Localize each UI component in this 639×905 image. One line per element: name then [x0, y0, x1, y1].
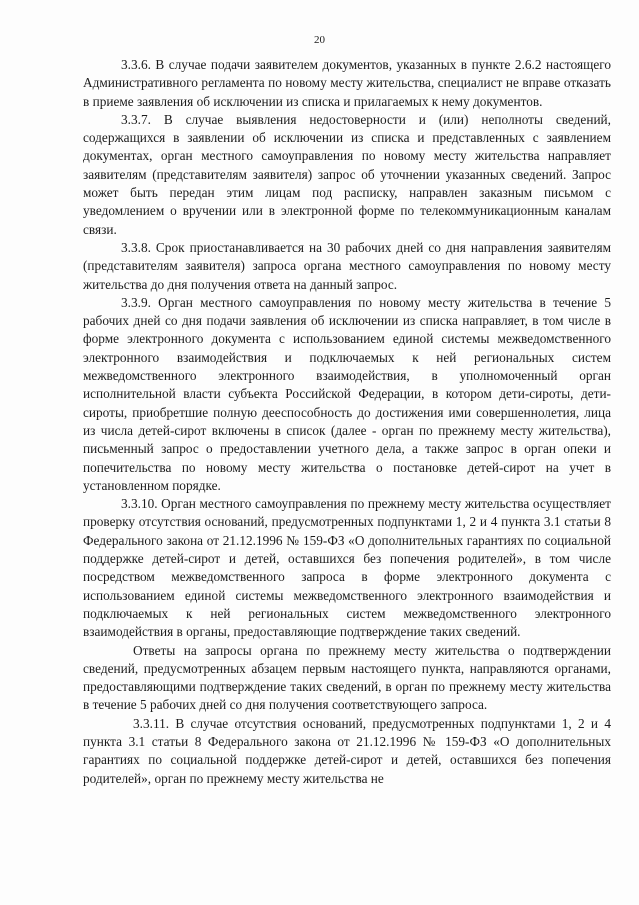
paragraph-3-3-10-responses: Ответы на запросы органа по прежнему месту жительства о подтверждении сведений, предусмотренных абзацем первым настоящего пункта, направляются органами, предоставляющими подтверждение таких сведений, в орган по прежнему месту жительства в течение 5 рабочих дней со дня получения соответствующего запроса. [83, 642, 611, 713]
paragraph-3-3-10: 3.3.10. Орган местного самоуправления по прежнему месту жительства осуществляет проверку отсутствия оснований, предусмотренных подпунктами 1, 2 и 4 пункта 3.1 статьи 8 Федерального закона от 21.12.1996 № 159-ФЗ «О дополнительных гарантиях по социальной поддержке детей-сирот и детей, оставшихся без попечения родителей», в том числе посредством межведомственного запроса в форме электронного документа с использованием единой системы межведомственного электронного взаимодействия и подключаемых к ней региональных систем межведомственного электронного взаимодействия в органы, предоставляющие подтверждение таких сведений. [83, 496, 611, 640]
document-body [83, 56, 611, 788]
paragraph-3-3-8: 3.3.8. Срок приостанавливается на 30 рабочих дней со дня направления заявителям (представителям заявителя) запроса органа местного самоуправления по новому месту жительства до дня получения ответа на данный запрос. [83, 239, 611, 292]
paragraph-3-3-11: 3.3.11. В случае отсутствия оснований, предусмотренных подпунктами 1, 2 и 4 пункта 3.1 статьи 8 Федерального закона от 21.12.1996 № 159-ФЗ «О дополнительных гарантиях по социальной поддержке детей-сирот и детей, оставшихся без попечения родителей», орган по прежнему месту жительства не [83, 715, 611, 786]
paragraph-3-3-9: 3.3.9. Орган местного самоуправления по новому месту жительства в течение 5 рабочих дней со дня подачи заявления об исключении из списка направляет, в том числе в форме электронного документа с использованием единой системы межведомственного электронного взаимодействия и подключаемых к ней региональных систем межведомственного электронного взаимодействия, в уполномоченный орган исполнительной власти субъекта Российской Федерации, в котором дети-сироты, дети-сироты, приобретшие полную дееспособность до достижения ими совершеннолетия, лица из числа детей-сирот включены в список (далее - орган по прежнему месту жительства), письменный запрос о предоставлении учетного дела, а также запрос в орган опеки и попечительства по новому месту жительства о постановке детей-сирот на учет в установленном порядке. [83, 294, 611, 493]
paragraph-3-3-6: 3.3.6. В случае подачи заявителем документов, указанных в пункте 2.6.2 настоящего Административного регламента по новому месту жительства, специалист не вправе отказать в приеме заявления об исключении из списка и прилагаемых к нему документов. [83, 57, 611, 109]
page-number: 20 [314, 34, 325, 46]
paragraph-3-3-7: 3.3.7. В случае выявления недостоверности и (или) неполноты сведений, содержащихся в заявлении об исключении из списка и представленных с заявлением документах, орган местного самоуправления по новому месту жительства направляет заявителям (представителям заявителя) запрос об уточнении указанных сведений. Запрос может быть передан этим лицам под расписку, направлен заказным письмом с уведомлением о вручении или в электронной форме по телекоммуникационным каналам связи. [83, 111, 611, 237]
